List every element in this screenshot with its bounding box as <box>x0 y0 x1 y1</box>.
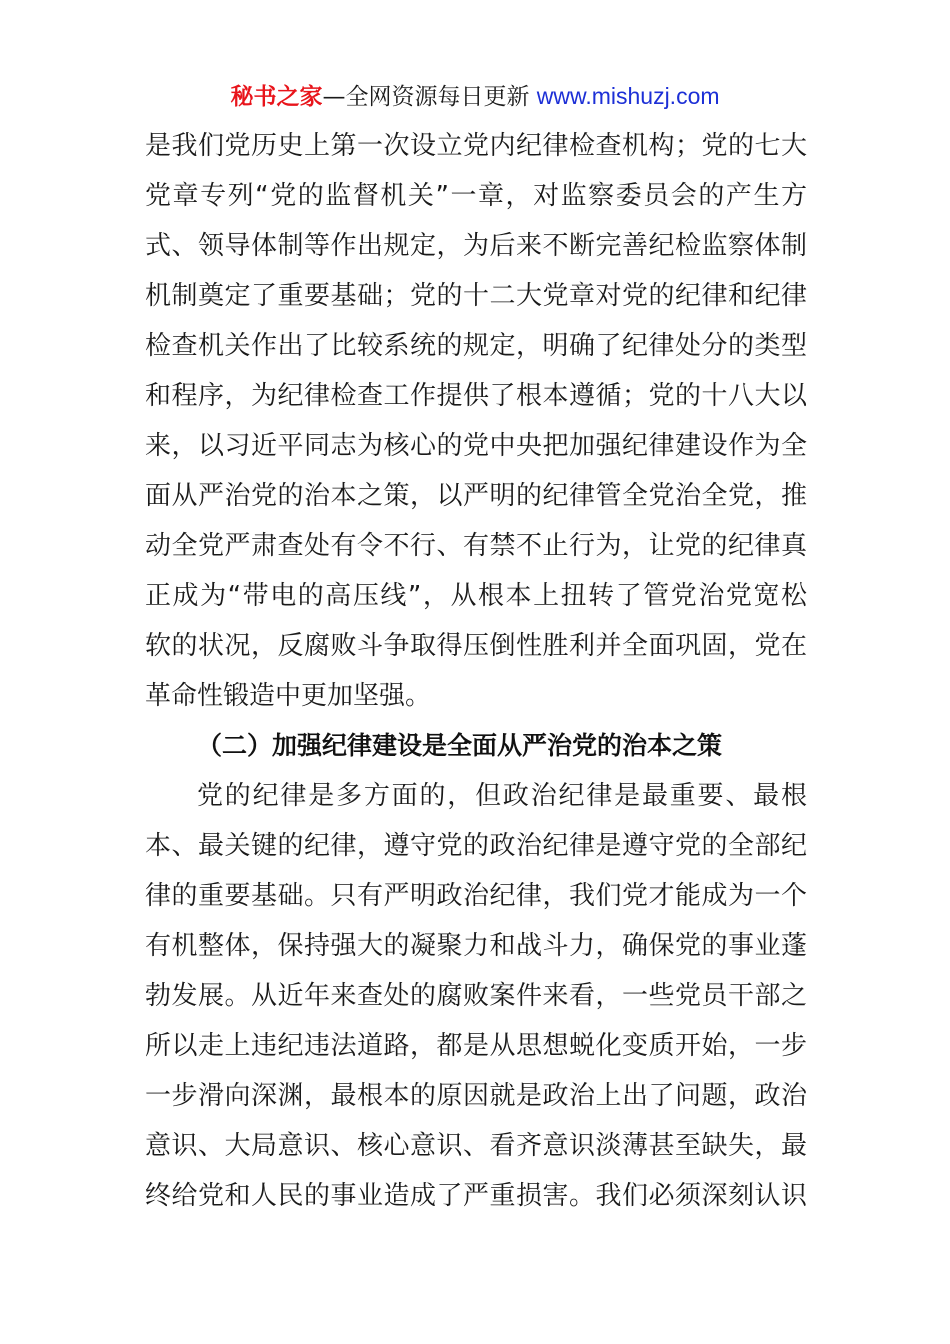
text-line: 革命性锻造中更加坚强。 <box>145 681 432 711</box>
document-body <box>145 121 807 1221</box>
text-line: 律的重要基础。只有严明政治纪律，我们党才能成为一个 <box>145 881 807 911</box>
text-line: 来，以习近平同志为核心的党中央把加强纪律建设作为全 <box>145 431 807 461</box>
paragraph-1 <box>145 121 807 721</box>
text-line: 本、最关键的纪律，遵守党的政治纪律是遵守党的全部纪 <box>145 831 807 861</box>
text-line: 检查机关作出了比较系统的规定，明确了纪律处分的类型 <box>145 331 807 361</box>
text-line: 软的状况，反腐败斗争取得压倒性胜利并全面巩固，党在 <box>145 631 807 661</box>
text-line: 所以走上违纪违法道路，都是从思想蜕化变质开始，一步 <box>145 1031 807 1061</box>
text-line: 机制奠定了重要基础；党的十二大党章对党的纪律和纪律 <box>145 281 807 311</box>
text-line: 终给党和人民的事业造成了严重损害。我们必须深刻认识 <box>145 1181 807 1211</box>
site-link[interactable]: www.mishuzj.com <box>536 83 720 109</box>
text-line: 一步滑向深渊，最根本的原因就是政治上出了问题，政治 <box>145 1081 807 1111</box>
text-line: 面从严治党的治本之策，以严明的纪律管全党治全党，推 <box>145 481 807 511</box>
text-line: 式、领导体制等作出规定，为后来不断完善纪检监察体制 <box>145 231 807 261</box>
text-line: 和程序，为纪律检查工作提供了根本遵循；党的十八大以 <box>145 381 807 411</box>
page-header <box>0 78 950 115</box>
paragraph-2 <box>145 771 807 1221</box>
text-line: 勃发展。从近年来查处的腐败案件来看，一些党员干部之 <box>145 981 807 1011</box>
text-line: 党章专列“党的监督机关”一章，对监察委员会的产生方 <box>145 181 807 211</box>
text-line: 是我们党历史上第一次设立党内纪律检查机构；党的七大 <box>145 131 807 161</box>
header-tagline: —全网资源每日更新 <box>322 84 530 110</box>
text-line: 正成为“带电的高压线”，从根本上扭转了管党治党宽松 <box>145 581 807 611</box>
text-line: 意识、大局意识、核心意识、看齐意识淡薄甚至缺失，最 <box>145 1131 807 1161</box>
text-line: 有机整体，保持强大的凝聚力和战斗力，确保党的事业蓬 <box>145 931 807 961</box>
brand-name: 秘书之家 <box>230 84 323 110</box>
text-line: 党的纪律是多方面的，但政治纪律是最重要、最根 <box>197 781 807 811</box>
section-heading: （二）加强纪律建设是全面从严治党的治本之策 <box>197 731 723 760</box>
text-line: 动全党严肃查处有令不行、有禁不止行为，让党的纪律真 <box>145 531 807 561</box>
